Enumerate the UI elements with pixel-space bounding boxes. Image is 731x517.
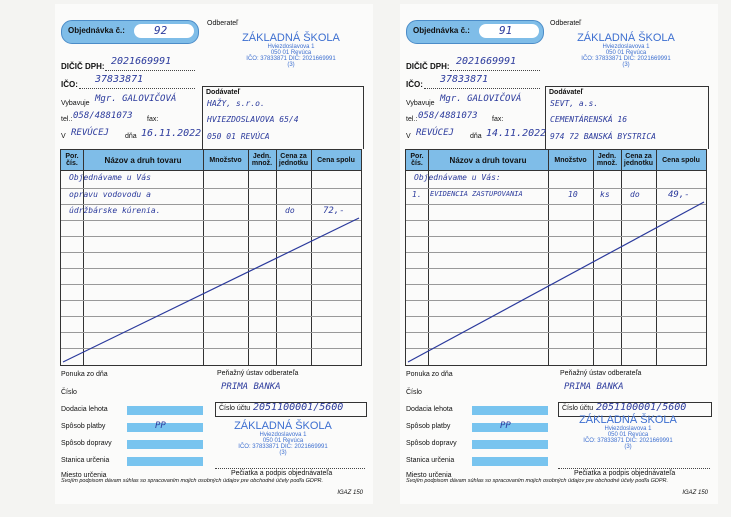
bank-value: PRIMA BANKA: [564, 382, 624, 392]
form-code: IGAZ 150: [682, 490, 708, 496]
customer-label: Odberateľ: [207, 20, 239, 27]
col-qty: Množstvo: [209, 156, 242, 164]
col-total: Cena spolu: [317, 156, 355, 164]
strike-line: [61, 150, 361, 365]
col-no: Por. čís.: [410, 153, 424, 167]
station-label: Stanica určenia: [61, 457, 110, 464]
row-price: do: [630, 190, 640, 199]
order-number-badge: [406, 20, 544, 44]
account-label: Číslo účtu: [219, 405, 251, 412]
place-label: V: [61, 133, 66, 140]
stamp-name: ZÁKLADNÁ ŠKOLA: [579, 414, 677, 426]
gdpr-consent: Svojím podpisom dávam súhlas so spracovaním mojich osobných údajov pre obchodné účely podľa GDPR.: [61, 478, 324, 484]
supplier-label: Dodávateľ: [549, 89, 584, 96]
stamp-num: (3): [622, 62, 630, 68]
destination-label: Miesto určenia: [406, 472, 452, 479]
stamp-name: ZÁKLADNÁ ŠKOLA: [234, 420, 332, 432]
stamp-city: 050 01 Revúca: [607, 432, 649, 438]
supplier-line-1: SEVT, a.s.: [550, 99, 599, 108]
col-price: Cena za jednotku: [278, 153, 309, 167]
payment-value: PP: [500, 421, 511, 431]
dic-label: DIČIČ DPH:: [406, 62, 450, 71]
signature-stamp: [568, 414, 688, 450]
supplier-line-2: HVIEZDOSLAVOVA 65/4: [207, 115, 299, 124]
date-value: 14.11.2022: [486, 128, 547, 139]
col-name: Názov a druh tovaru: [104, 155, 182, 165]
dic-value: 2021669991: [111, 56, 172, 67]
stamp-num: (3): [287, 62, 295, 68]
destination-label: Miesto určenia: [61, 472, 107, 479]
supplier-box: [545, 86, 709, 149]
stamp-street: Hviezdoslavova 1: [259, 432, 307, 438]
col-total: Cena spolu: [662, 156, 700, 164]
number-label: Číslo: [61, 389, 77, 396]
form-code: IGAZ 150: [337, 490, 363, 496]
strike-line: [406, 150, 706, 365]
payment-value: PP: [155, 421, 166, 431]
fax-label: fax:: [492, 116, 504, 123]
offer-label: Ponuka zo dňa: [61, 371, 108, 378]
account-value: 2051100001/5600: [596, 402, 687, 413]
signature-label: Pečiatka a podpis objednávateľa: [574, 470, 676, 477]
table-row: EVIDENCIA ZASTUPOVANIA: [430, 190, 523, 198]
stamp-city: 050 01 Revúca: [605, 50, 647, 56]
order-number-value: 92: [154, 24, 168, 37]
place-value: REVÚCEJ: [71, 128, 109, 138]
dic-label: DIČIČ DPH:: [61, 62, 105, 71]
tel-value: 058/4881073: [73, 111, 133, 121]
bank-label: Peňažný ústav odberateľa: [560, 370, 642, 377]
offer-label: Ponuka zo dňa: [406, 371, 453, 378]
col-unit: Jedn. množ.: [596, 153, 618, 167]
delivery-label: Dodacia lehota: [61, 406, 108, 413]
supplier-line-1: HAŽY, s.r.o.: [207, 99, 265, 108]
col-no: Por. čís.: [65, 153, 79, 167]
delivery-label: Dodacia lehota: [406, 406, 453, 413]
supplier-line-2: CEMENTÁRENSKÁ 16: [550, 115, 628, 124]
ico-label: IČO:: [61, 80, 78, 89]
supplier-line-3: 974 72 BANSKÁ BYSTRICA: [550, 132, 656, 141]
transport-label: Spôsob dopravy: [406, 440, 457, 447]
bank-value: PRIMA BANKA: [221, 382, 281, 392]
signature-stamp: [223, 420, 343, 456]
stamp-ids: IČO: 37833871 DIČ: 2021669991: [583, 438, 673, 444]
row-total: 72,-: [323, 206, 345, 216]
order-number-label: Objednávka č.:: [68, 26, 125, 35]
tel-value: 058/4881073: [418, 111, 478, 121]
supplier-label: Dodávateľ: [206, 89, 241, 96]
items-table: [405, 149, 707, 366]
number-label: Číslo: [406, 389, 422, 396]
col-unit: Jedn. množ.: [251, 153, 273, 167]
ico-value: 37833871: [440, 74, 489, 85]
signature-label: Pečiatka a podpis objednávateľa: [231, 470, 333, 477]
row-unit: ks: [600, 190, 610, 199]
stamp-name: ZÁKLADNÁ ŠKOLA: [577, 32, 675, 44]
customer-stamp: [231, 32, 351, 68]
date-label: dňa: [470, 133, 482, 140]
col-price: Cena za jednotku: [623, 153, 654, 167]
ico-label: IČO:: [406, 80, 423, 89]
customer-stamp: [566, 32, 686, 68]
stamp-ids: IČO: 37833871 DIČ: 2021669991: [581, 56, 671, 62]
issued-by-label: Vybavuje: [406, 100, 435, 107]
stamp-num: (3): [279, 450, 287, 456]
place-value: REVÚCEJ: [416, 128, 454, 138]
stamp-street: Hviezdoslavova 1: [602, 44, 650, 50]
payment-label: Spôsob platby: [406, 423, 451, 430]
supplier-line-3: 050 01 REVÚCA: [207, 132, 270, 141]
row-no: 1.: [412, 190, 422, 199]
row-qty: 10: [568, 190, 578, 199]
date-value: 16.11.2022: [141, 128, 202, 139]
order-form-right: [400, 4, 718, 504]
table-row: Objednávame u Vás:: [414, 173, 501, 182]
order-form-left: [55, 4, 373, 504]
table-row: opravu vodovodu a: [69, 190, 151, 199]
col-name: Názov a druh tovaru: [449, 155, 527, 165]
transport-label: Spôsob dopravy: [61, 440, 112, 447]
stamp-street: Hviezdoslavova 1: [604, 426, 652, 432]
stamp-num: (3): [624, 444, 632, 450]
row-total: 49,-: [668, 190, 690, 200]
tel-label: tel.:: [61, 116, 73, 123]
payment-label: Spôsob platby: [61, 423, 106, 430]
order-number-value: 91: [499, 24, 513, 37]
station-label: Stanica určenia: [406, 457, 455, 464]
row-price: do: [285, 206, 295, 215]
stamp-name: ZÁKLADNÁ ŠKOLA: [242, 32, 340, 44]
items-table: [60, 149, 362, 366]
bank-label: Peňažný ústav odberateľa: [217, 370, 299, 377]
account-label: Číslo účtu: [562, 405, 594, 412]
tel-label: tel.:: [406, 116, 418, 123]
issued-by-value: Mgr. GALOVIČOVÁ: [440, 94, 522, 104]
order-number-badge: [61, 20, 199, 44]
account-value: 2051100001/5600: [253, 402, 344, 413]
stamp-ids: IČO: 37833871 DIČ: 2021669991: [238, 444, 328, 450]
stamp-city: 050 01 Revúca: [262, 438, 304, 444]
date-label: dňa: [125, 133, 137, 140]
ico-value: 37833871: [95, 74, 144, 85]
fax-label: fax:: [147, 116, 159, 123]
stamp-ids: IČO: 37833871 DIČ: 2021669991: [246, 56, 336, 62]
table-row: Objednávame u Vás: [69, 173, 151, 182]
stamp-city: 050 01 Revúca: [270, 50, 312, 56]
place-label: V: [406, 133, 411, 140]
dic-value: 2021669991: [456, 56, 517, 67]
gdpr-consent: Svojím podpisom dávam súhlas so spracovaním mojich osobných údajov pre obchodné účely podľa GDPR.: [406, 478, 669, 484]
issued-by-value: Mgr. GALOVIČOVÁ: [95, 94, 177, 104]
supplier-box: [202, 86, 364, 149]
customer-label: Odberateľ: [550, 20, 582, 27]
issued-by-label: Vybavuje: [61, 100, 90, 107]
table-row: údržbárske kúrenia.: [69, 206, 161, 215]
order-number-label: Objednávka č.:: [413, 26, 470, 35]
stamp-street: Hviezdoslavova 1: [267, 44, 315, 50]
col-qty: Množstvo: [554, 156, 587, 164]
